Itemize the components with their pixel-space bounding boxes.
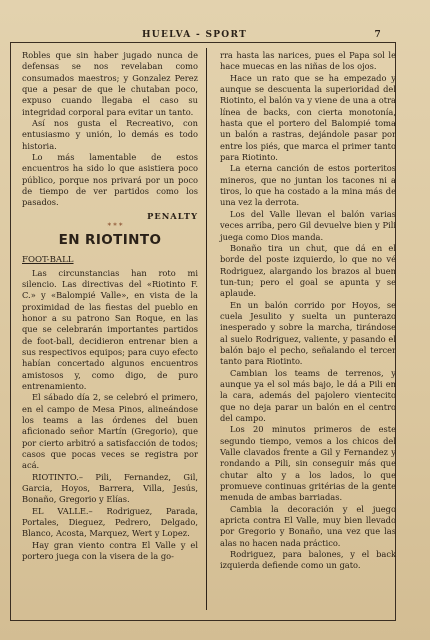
article-paragraph: Los 20 minutos primeros de este segundo tiempo, vemos a los chicos del Valle clavados frente a Gil y Fernandez y rondando a Pili, sin conseguir más que chutar alto y a los lados, lo que promueve continuas gritérias de la gente menuda de ambas barriadas. <box>220 424 396 503</box>
section-title: EN RIOTINTO <box>58 232 162 249</box>
article-paragraph: Robles que sin haber jugado nunca de defensas se nos revelaban como consumados maestros; y Gonzalez Perez que a pesar de que le chutaban poco, expuso cuando llegaba el caso su integridad corporal para evitar un tanto. <box>22 50 198 117</box>
article-paragraph: La eterna canción de estos porteritos mineros, que no juntan los tacones ni a tiros, lo que ha costado a la mina más de una vez la derrota. <box>220 163 396 208</box>
left-column <box>22 50 198 562</box>
subheading: FOOT-BALL <box>22 255 74 266</box>
article-paragraph: Rodriguez, para balones, y el back izquierda defiende como un gato. <box>220 549 396 571</box>
article-paragraph: Así nos gusta el Recreativo, con entusiasmo y unión, lo demás es todo historia. <box>22 118 198 151</box>
article-paragraph: El sábado día 2, se celebró el primero, en el campo de Mesa Pinos, alineándose los teams a las órdenes del buen aficionado señor Martín (Gregorio), que por cierto arbitró a satisfacción de todos; casos que pocas veces se registra por acá. <box>22 392 198 471</box>
article-paragraph: Hace un rato que se ha empezado y aunque se descuenta la superioridad del Riotinto, el balón va y viene de una a otra línea de backs, con cierta monotonía, hasta que el portero del Balompié toma un balón a rastras, dejándole pasar por entre los piés, que marca el primer tanto para Riotinto. <box>220 72 396 163</box>
publication-title: HUELVA - SPORT <box>142 30 248 40</box>
article-paragraph: Cambia la decoración y el juego apricta contra El Valle, muy bien llevado por Gregorio y Bonaño, una vez que las alas no hacen nada práctico. <box>220 503 396 548</box>
article-paragraph: Hay gran viento contra El Valle y el portero juega con la visera de la go- <box>22 539 198 562</box>
article-paragraph: Cambian los teams de terrenos, y aunque ya el sol más bajo, le dá a Pili en la cara, además del pajolero vientecito que no deja parar un balón en el centro del campo. <box>220 367 396 423</box>
page-number: 7 <box>374 30 382 40</box>
article-paragraph: Las circunstancias han roto mi silencio. Las directivas del «Riotinto F. C.» y «Balompié Valle», en vista de la proximidad de las fiestas del pueblo en honor a su patrono San Roque, en las que se celebrarán importantes partidos de foot-ball, decidieron entrenar bien a sus respectivos equipos; para cuyo efecto habían concertado algunos encuentros amistosos y, como digo, de puro entrenamiento. <box>22 267 198 391</box>
team-lineup: RIOTINTO.– Pili, Fernandez, Gil, Garcia, Hoyos, Barrera, Villa, Jesús, Bonaño, Gregorio y Elías. <box>22 471 198 505</box>
article-paragraph: Los del Valle llevan el balón varias veces arriba, pero Gil devuelve bien y Pili juega como Dios manda. <box>220 208 396 242</box>
column-divider <box>206 48 207 610</box>
right-column <box>220 50 396 572</box>
article-paragraph: En un balón corrido por Hoyos, se cuela Jesulito y suelta un punterazo inesperado y sobre la marcha, tirándose al suelo Rodriguez, valiente, y pasando el balón bajo el pecho, señalando el tercer tanto para Riotinto. <box>220 299 396 367</box>
article-paragraph: Lo más lamentable de estos encuentros ha sido lo que asistiera poco público, porque nos privará por un poco de tiempo de ver partidos como los pasados. <box>22 152 198 208</box>
page-header <box>142 30 382 40</box>
article-paragraph: rra hasta las narices, pues el Papa sol le hace muecas en las niñas de los ojos. <box>220 50 396 72</box>
team-lineup: EL VALLE.– Rodriguez, Parada, Portales, Dieguez, Pedrero, Delgado, Blanco, Acosta, Marquez, Wert y Lopez. <box>22 505 198 539</box>
section-ornament: * * * <box>107 222 123 231</box>
article-paragraph: Bonaño tira un chut, que dá en el borde del poste izquierdo, lo que no vé Rodriguez, alargando los brazos al buen tun-tun; pero el goal se apunta y se aplaude. <box>220 242 396 299</box>
author-signature: PENALTY <box>147 210 198 221</box>
